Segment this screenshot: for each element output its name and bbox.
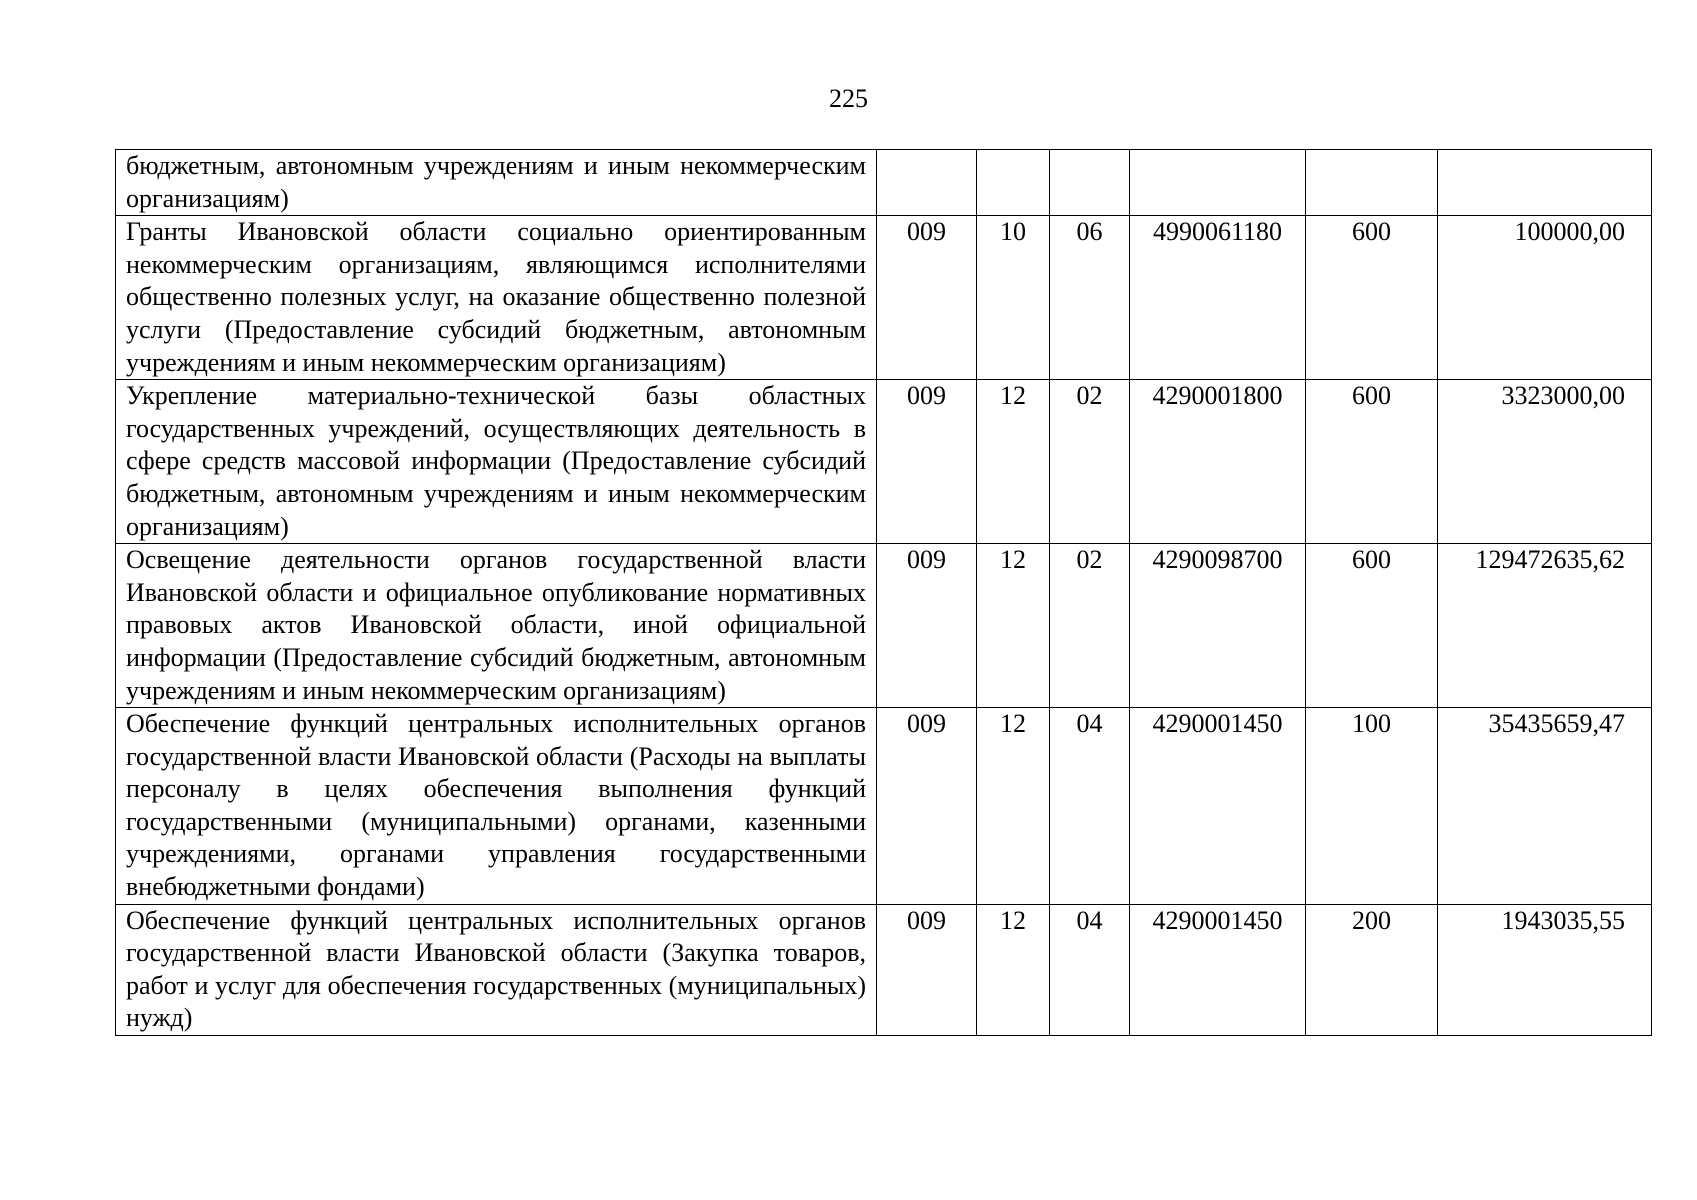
row-description: Гранты Ивановской области социально ориентированным некоммерческим организациям, являющимся исполнителями общественно полезных услуг, на оказание общественно полезной услуги (Предоставление субсидий бюджетным, автономным учреждениям и иным некоммерческим организациям)	[116, 216, 877, 380]
row-section	[977, 150, 1050, 216]
row-target-article: 4290001450	[1130, 904, 1306, 1035]
row-section: 12	[977, 544, 1050, 708]
row-amount: 35435659,47	[1438, 708, 1652, 905]
budget-table	[115, 149, 1652, 1036]
row-subsection: 04	[1050, 708, 1130, 905]
row-section: 12	[977, 904, 1050, 1035]
table-row	[116, 708, 1652, 905]
table-row	[116, 904, 1652, 1035]
row-amount: 3323000,00	[1438, 380, 1652, 544]
row-subsection: 02	[1050, 380, 1130, 544]
row-target-article: 4290001450	[1130, 708, 1306, 905]
row-amount: 129472635,62	[1438, 544, 1652, 708]
row-expense-type	[1306, 150, 1438, 216]
row-expense-type: 600	[1306, 380, 1438, 544]
row-gr-code	[877, 150, 977, 216]
row-section: 12	[977, 380, 1050, 544]
row-gr-code: 009	[877, 216, 977, 380]
table-row	[116, 544, 1652, 708]
row-description: Обеспечение функций центральных исполнительных органов государственной власти Ивановской области (Закупка товаров, работ и услуг для обеспечения государственных (муниципальных) нужд)	[116, 904, 877, 1035]
row-section: 10	[977, 216, 1050, 380]
row-amount: 100000,00	[1438, 216, 1652, 380]
row-target-article: 4290098700	[1130, 544, 1306, 708]
row-gr-code: 009	[877, 904, 977, 1035]
row-expense-type: 200	[1306, 904, 1438, 1035]
row-gr-code: 009	[877, 380, 977, 544]
table-row	[116, 150, 1652, 216]
row-gr-code: 009	[877, 544, 977, 708]
row-target-article: 4990061180	[1130, 216, 1306, 380]
row-description: Укрепление материально-технической базы областных государственных учреждений, осуществляющих деятельность в сфере средств массовой информации (Предоставление субсидий бюджетным, автономным учреждениям и иным некоммерческим организациям)	[116, 380, 877, 544]
row-gr-code: 009	[877, 708, 977, 905]
row-section: 12	[977, 708, 1050, 905]
row-subsection: 06	[1050, 216, 1130, 380]
row-subsection	[1050, 150, 1130, 216]
row-amount: 1943035,55	[1438, 904, 1652, 1035]
row-description: бюджетным, автономным учреждениям и иным некоммерческим организациям)	[116, 150, 877, 216]
row-description: Освещение деятельности органов государственной власти Ивановской области и официальное опубликование нормативных правовых актов Ивановской области, иной официальной информации (Предоставление субсидий бюджетным, автономным учреждениям и иным некоммерческим организациям)	[116, 544, 877, 708]
page-number: 225	[829, 84, 868, 113]
row-target-article	[1130, 150, 1306, 216]
row-expense-type: 100	[1306, 708, 1438, 905]
row-subsection: 02	[1050, 544, 1130, 708]
table-row	[116, 380, 1652, 544]
row-description: Обеспечение функций центральных исполнительных органов государственной власти Ивановской области (Расходы на выплаты персоналу в целях обеспечения выполнения функций государственными (муниципальными) органами, казенными учреждениями, органами управления государственными внебюджетными фондами)	[116, 708, 877, 905]
table-row	[116, 216, 1652, 380]
row-subsection: 04	[1050, 904, 1130, 1035]
row-amount	[1438, 150, 1652, 216]
row-expense-type: 600	[1306, 216, 1438, 380]
row-target-article: 4290001800	[1130, 380, 1306, 544]
row-expense-type: 600	[1306, 544, 1438, 708]
